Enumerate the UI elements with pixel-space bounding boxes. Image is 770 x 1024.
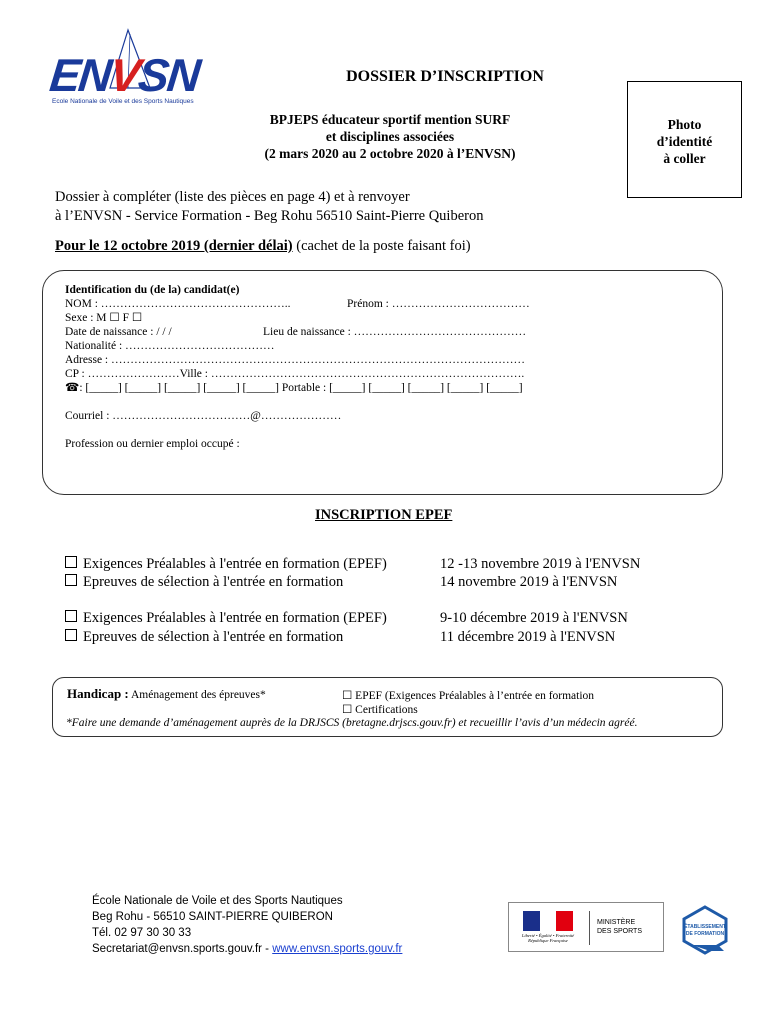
handicap-note: *Faire une demande d’aménagement auprès de la DRJSCS (bretagne.drjscs.gouv.fr) et recueillir l’avis d’un médecin agréé. — [66, 717, 638, 729]
deadline: Pour le 12 octobre 2019 (dernier délai) (cachet de la poste faisant foi) — [55, 238, 471, 254]
envsn-logo — [47, 28, 210, 113]
handicap-option-certifications[interactable]: ☐ Certifications — [342, 704, 418, 716]
nom-field[interactable]: NOM : ………………………………………….. — [65, 298, 291, 310]
checkbox[interactable] — [65, 556, 77, 568]
ministry-name: MINISTÈRE DES SPORTS — [597, 919, 642, 935]
identification-heading: Identification du (de la) candidat(e) — [65, 284, 240, 296]
document-subtitle: BPJEPS éducateur sportif mention SURF et disciplines associées (2 mars 2020 au 2 octobre 2020 à l’ENVSN) — [264, 112, 516, 161]
checkbox[interactable] — [65, 629, 77, 641]
document-title: DOSSIER D’INSCRIPTION — [346, 68, 544, 85]
cp-ville-field[interactable]: CP : ……………………Ville : ………………………………………………………………………. — [65, 368, 525, 380]
epef-option-1[interactable]: Exigences Préalables à l'entrée en formation (EPEF) — [65, 556, 387, 573]
rf-caption: Liberté • Égalité • Fraternité République Française — [521, 933, 575, 943]
nationalite-field[interactable]: Nationalité : ………………………………… — [65, 340, 275, 352]
handicap-label: Handicap : Aménagement des épreuves* — [67, 686, 266, 701]
epef-option-2[interactable]: Exigences Préalables à l'entrée en formation (EPEF) — [65, 610, 387, 627]
svg-text:ÉTABLISSEMENT: ÉTABLISSEMENT — [684, 924, 726, 930]
logo-subtitle: Ecole Nationale de Voile et des Sports Nautiques — [52, 98, 194, 105]
adresse-field[interactable]: Adresse : ……………………………………………………………………………………………… — [65, 354, 525, 366]
photo-label: Photo d’identité à coller — [656, 117, 713, 166]
epef-date-1: 12 -13 novembre 2019 à l'ENVSN — [440, 556, 641, 572]
courriel-field[interactable]: Courriel : ………………………………@………………… — [65, 410, 342, 422]
profession-field[interactable]: Profession ou dernier emploi occupé : — [65, 438, 240, 450]
selection-option-1[interactable]: Epreuves de sélection à l'entrée en formation — [65, 574, 343, 591]
footer-email[interactable]: Secretariat@envsn.sports.gouv.fr — [92, 943, 262, 955]
checkbox[interactable] — [65, 610, 77, 622]
sexe-field[interactable]: Sexe : M ☐ F ☐ — [65, 312, 143, 324]
telephone-field[interactable]: ☎: [_____] [_____] [_____] [_____] [_____] Portable : [_____] [_____] [_____] [_____] [_____] — [65, 382, 523, 394]
date-naissance-field[interactable]: Date de naissance : / / / — [65, 326, 172, 338]
ministry-logo — [508, 902, 664, 952]
epef-date-2: 9-10 décembre 2019 à l'ENVSN — [440, 610, 628, 626]
intro-text: Dossier à compléter (liste des pièces en page 4) et à renvoyer à l’ENVSN - Service Formation - Beg Rohu 56510 Saint-Pierre Quiberon — [55, 189, 484, 224]
photo-box[interactable] — [627, 81, 742, 198]
badge-icon — [680, 905, 730, 955]
footer-address: École Nationale de Voile et des Sports Nautiques Beg Rohu - 56510 SAINT-PIERRE QUIBERON Tél. 02 97 30 30 33 Secretariat@envsn.sports.gouv.fr - www.envsn.sports.gouv.fr — [92, 895, 403, 955]
checkbox[interactable] — [65, 574, 77, 586]
handicap-option-epef[interactable]: ☐ EPEF (Exigences Préalables à l’entrée en formation — [342, 690, 595, 702]
logo-wordmark: ENVSN — [47, 49, 202, 101]
svg-text:DE FORMATION: DE FORMATION — [685, 931, 725, 937]
republique-francaise-logo — [515, 911, 581, 945]
selection-date-2: 11 décembre 2019 à l'ENVSN — [440, 629, 616, 645]
selection-date-1: 14 novembre 2019 à l'ENVSN — [440, 574, 618, 590]
inscription-title: INSCRIPTION EPEF — [315, 507, 453, 523]
selection-option-2[interactable]: Epreuves de sélection à l'entrée en formation — [65, 629, 343, 646]
prenom-field[interactable]: Prénom : ……………………………… — [347, 298, 530, 310]
lieu-naissance-field[interactable]: Lieu de naissance : ……………………………………… — [263, 326, 527, 338]
footer-website-link[interactable]: www.envsn.sports.gouv.fr — [272, 943, 403, 955]
french-flag-icon — [523, 911, 573, 931]
divider — [589, 911, 590, 945]
etablissement-formation-badge — [680, 905, 730, 955]
